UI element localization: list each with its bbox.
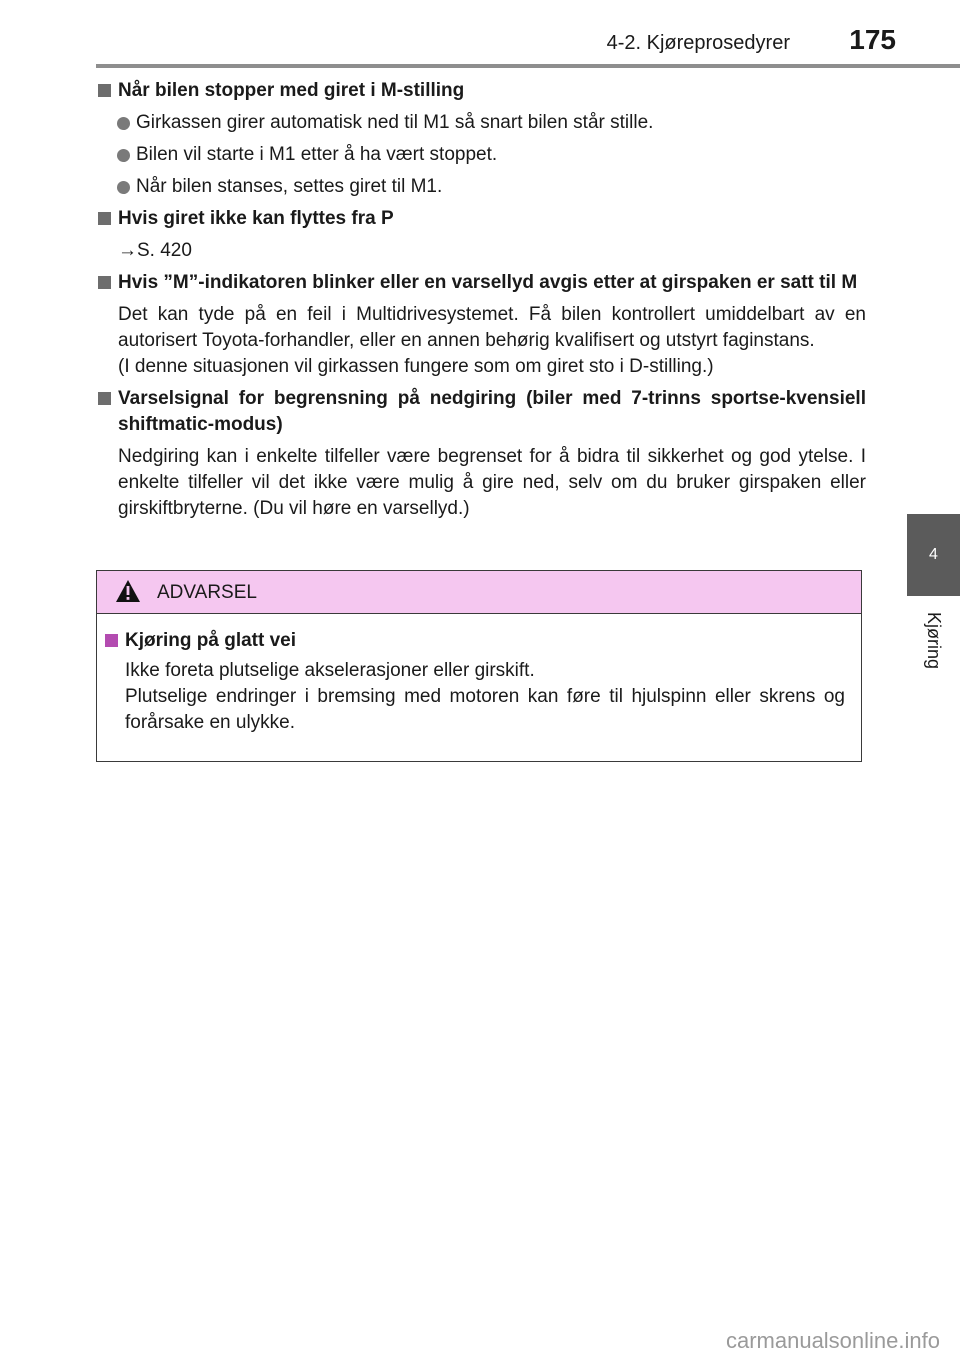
section-heading	[96, 78, 866, 104]
list-item	[96, 110, 866, 136]
section-heading	[96, 206, 866, 232]
square-bullet-icon	[98, 84, 111, 97]
square-bullet-icon	[98, 212, 111, 225]
chapter-number: 4	[929, 546, 938, 563]
paragraph-text: Nedgiring kan i enkelte tilfeller være begrenset for å bidra til sikkerhet og god ytelse. I enkelte tilfeller vil det ikke være mulig å gire ned, selv om du bruker girspaken eller girskiftbryterne. (Du vil høre en varsellyd.)	[118, 446, 866, 519]
circle-bullet-icon	[117, 117, 130, 130]
square-bullet-icon	[105, 634, 118, 647]
list-item-text: Girkassen girer automatisk ned til M1 så snart bilen står stille.	[136, 112, 654, 133]
list-item	[96, 142, 866, 168]
main-content	[96, 78, 866, 528]
square-bullet-icon	[98, 276, 111, 289]
warning-line: Ikke foreta plutselige akselerasjoner eller girskift.	[125, 660, 535, 681]
warning-text	[105, 658, 845, 736]
section-heading	[96, 270, 866, 296]
warning-body	[97, 614, 861, 736]
heading-text: Når bilen stopper med giret i M-stilling	[118, 80, 465, 101]
list-item-text: Bilen vil starte i M1 etter å ha vært stoppet.	[136, 144, 498, 165]
paragraph-text: Det kan tyde på en feil i Multidrivesystemet. Få bilen kontrollert umiddelbart av en autorisert Toyota-forhandler, eller en annen behørig kvalifisert og utstyrt faginstans.	[118, 304, 866, 351]
section-title: 4-2. Kjøreprosedyrer	[606, 32, 790, 54]
page-reference-link[interactable]: →S. 420	[118, 240, 192, 261]
heading-text: Hvis ”M”-indikatoren blinker eller en varsellyd avgis etter at girspaken er satt til M	[118, 272, 858, 293]
list-item-text: Når bilen stanses, settes giret til M1.	[136, 176, 443, 197]
page-number: 175	[849, 24, 896, 55]
body-paragraph	[96, 302, 866, 380]
body-paragraph	[96, 444, 866, 522]
chapter-label: Kjøring	[924, 612, 944, 670]
warning-line: Plutselige endringer i bremsing med motoren kan føre til hjulspinn eller skrens og forårsake en ulykke.	[125, 686, 845, 733]
warning-triangle-icon	[115, 579, 141, 603]
chapter-tab	[907, 514, 960, 596]
header-divider	[96, 64, 960, 68]
paragraph-text: (I denne situasjonen vil girkassen fungere som om giret sto i D-stilling.)	[118, 356, 714, 377]
circle-bullet-icon	[117, 181, 130, 194]
list-item	[96, 174, 866, 200]
warning-header	[97, 571, 861, 614]
warning-heading	[105, 628, 845, 654]
watermark: carmanualsonline.info	[725, 1328, 940, 1353]
heading-text: Hvis giret ikke kan flyttes fra P	[118, 208, 394, 229]
heading-text: Varselsignal for begrensning på nedgiring (biler med 7-trinns sportse-kvensiell shiftmatic-modus)	[118, 388, 866, 435]
circle-bullet-icon	[117, 149, 130, 162]
section-heading	[96, 386, 866, 438]
warning-box	[96, 570, 862, 762]
square-bullet-icon	[98, 392, 111, 405]
heading-text: Kjøring på glatt vei	[125, 630, 297, 651]
warning-title: ADVARSEL	[157, 582, 257, 603]
